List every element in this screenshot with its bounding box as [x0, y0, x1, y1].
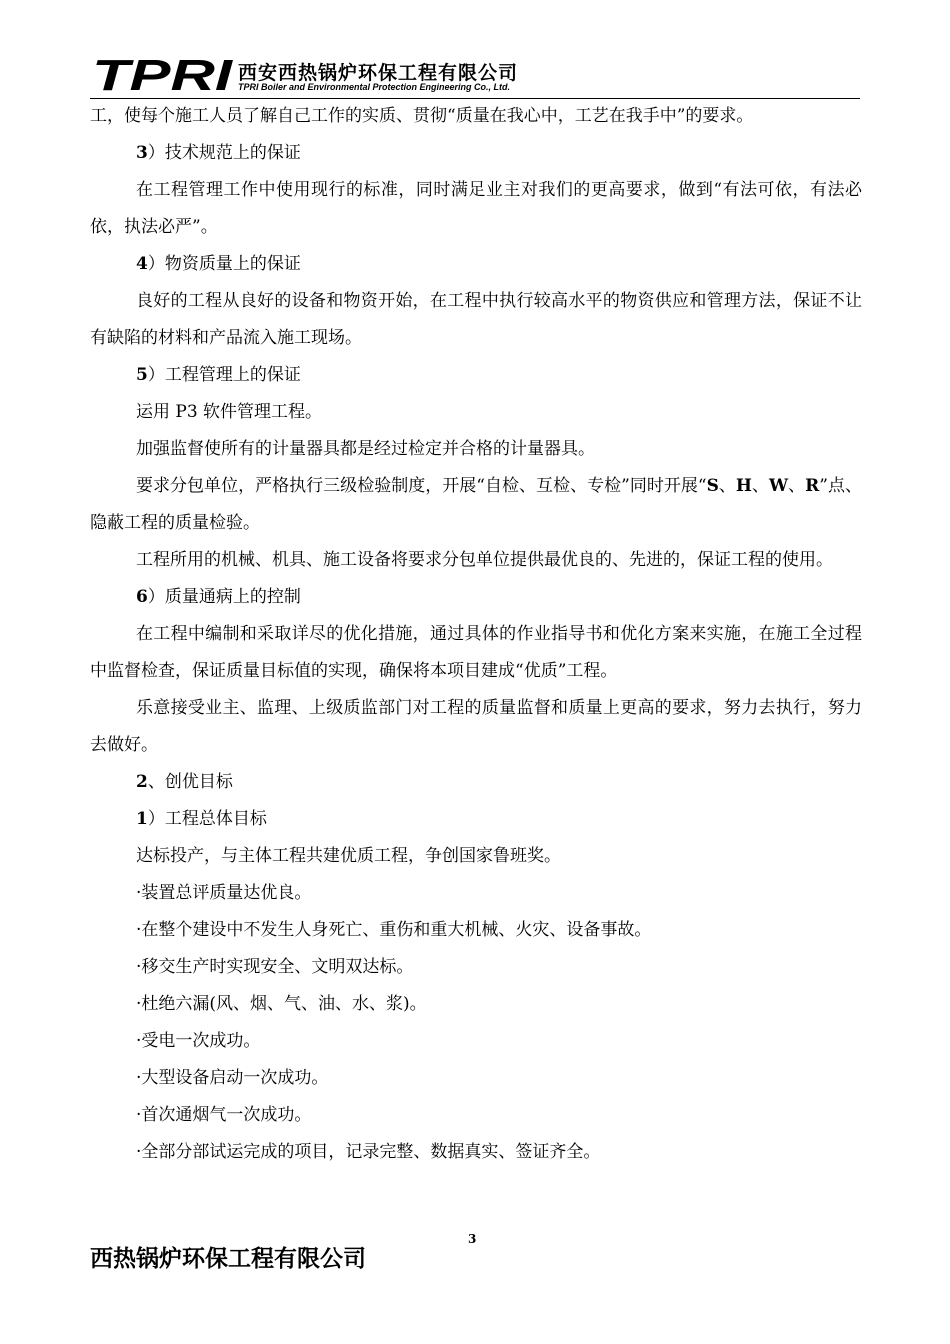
bullet-item: ·全部分部试运完成的项目，记录完整、数据真实、签证齐全。 — [136, 1142, 601, 1162]
section-heading — [90, 801, 862, 838]
bullet-item: ·移交生产时实现安全、文明双达标。 — [136, 957, 414, 977]
body-paragraph: 在工程管理工作中使用现行的标准，同时满足业主对我们的更高要求，做到“有法可依，有法必依，执法必严”。 — [90, 180, 862, 237]
company-name-cn: 西安西热锅炉环保工程有限公司 — [238, 62, 519, 84]
page-header — [90, 54, 860, 98]
heading-number: 3 — [136, 143, 148, 163]
section-heading — [90, 246, 862, 283]
checkpoint-letter: R — [805, 476, 820, 496]
heading-text: ）工程总体目标 — [147, 809, 267, 829]
body-paragraph: 良好的工程从良好的设备和物资开始，在工程中执行较高水平的物资供应和管理方法，保证不让有缺陷的材料和产品流入施工现场。 — [90, 291, 862, 348]
body-paragraph: 乐意接受业主、监理、上级质监部门对工程的质量监督和质量上更高的要求，努力去执行，努力去做好。 — [90, 698, 862, 755]
bullet-item: ·杜绝六漏(风、烟、气、油、水、浆)。 — [136, 994, 427, 1014]
bullet-item: ·大型设备启动一次成功。 — [136, 1068, 329, 1088]
body-paragraph — [90, 468, 862, 542]
paragraph-fragment: 、 — [788, 476, 806, 496]
section-heading — [90, 764, 862, 801]
body-paragraph: 加强监督使所有的计量器具都是经过检定并合格的计量器具。 — [136, 439, 595, 459]
section-heading — [90, 579, 862, 616]
tpri-logo — [90, 54, 236, 96]
bullet-item: ·在整个建设中不发生人身死亡、重伤和重大机械、火灾、设备事故。 — [136, 920, 652, 940]
heading-text: ）工程管理上的保证 — [147, 365, 301, 385]
paragraph-fragment: 要求分包单位，严格执行三级检验制度，开展“自检、互检、专检”同时开展“ — [136, 476, 707, 496]
checkpoint-letter: S — [706, 476, 719, 496]
bullet-item: ·装置总评质量达优良。 — [136, 883, 312, 903]
heading-number: 2 — [136, 772, 148, 792]
heading-text: ）物资质量上的保证 — [147, 254, 301, 274]
footer-company-name: 西热锅炉环保工程有限公司 — [90, 1246, 366, 1272]
company-name-en: TPRI Boiler and Environmental Protection Engineering Co., Ltd. — [238, 82, 511, 92]
checkpoint-letter: W — [769, 476, 789, 496]
logo-text: TPRI — [92, 54, 234, 96]
paragraph-fragment: 、 — [718, 476, 736, 496]
page-number: 3 — [468, 1232, 477, 1246]
paragraph-fragment: 、 — [751, 476, 769, 496]
heading-text: ）技术规范上的保证 — [147, 143, 301, 163]
heading-number: 4 — [136, 254, 148, 274]
heading-text: 、创优目标 — [147, 772, 233, 792]
body-paragraph: 达标投产，与主体工程共建优质工程，争创国家鲁班奖。 — [136, 846, 561, 866]
bullet-item: ·受电一次成功。 — [136, 1031, 261, 1051]
heading-number: 5 — [136, 365, 148, 385]
body-paragraph: 在工程中编制和采取详尽的优化措施，通过具体的作业指导书和优化方案来实施，在施工全过程中监督检查，保证质量目标值的实现，确保将本项目建成“优质”工程。 — [90, 624, 862, 681]
checkpoint-letter: H — [735, 476, 752, 496]
document-body — [90, 98, 862, 1171]
section-heading — [90, 135, 862, 172]
section-heading — [90, 357, 862, 394]
body-paragraph: 运用 P3 软件管理工程。 — [136, 402, 323, 422]
bullet-item: ·首次通烟气一次成功。 — [136, 1105, 312, 1125]
heading-number: 6 — [136, 587, 148, 607]
body-paragraph: 工程所用的机械、机具、施工设备将要求分包单位提供最优良的、先进的，保证工程的使用。 — [136, 550, 833, 570]
heading-text: ）质量通病上的控制 — [147, 587, 301, 607]
heading-number: 1 — [136, 809, 148, 829]
paragraph-continuation: 工，使每个施工人员了解自己工作的实质、贯彻“质量在我心中，工艺在我手中”的要求。 — [90, 106, 754, 126]
paragraph-fragment: ”点、隐蔽工程的质量检验。 — [90, 476, 862, 533]
